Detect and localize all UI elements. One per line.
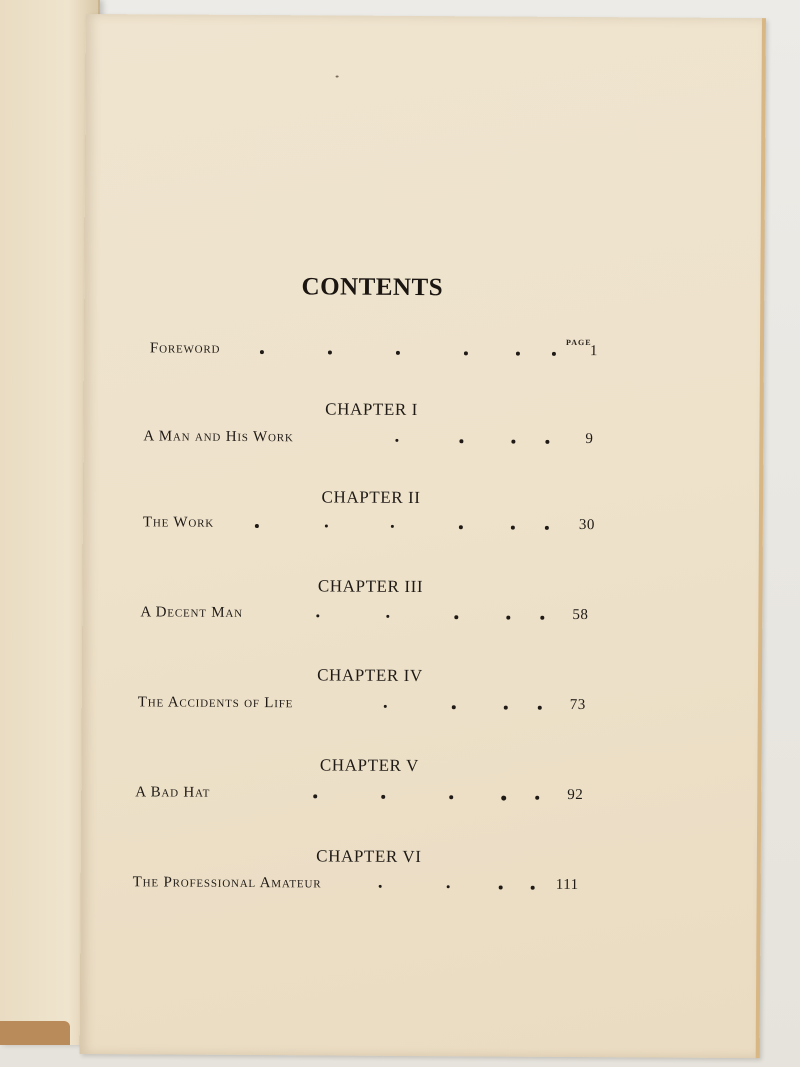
leader-dot [459,439,463,443]
leader-dot [501,796,506,801]
toc-entry-title: The Work [142,514,215,531]
leader-dot [516,352,520,356]
leader-dot [328,350,332,354]
leader-dot [511,526,515,530]
chapter-heading: CHAPTER II [321,487,421,508]
leader-dot [316,614,319,617]
toc-entry-chapter-3 [140,604,588,629]
leader-dot [381,795,385,799]
toc-entry-chapter-2 [143,514,595,539]
page-column-label: PAGE [565,337,592,348]
leader-dot [449,795,453,799]
toc-entry-page: 9 [585,431,594,448]
toc-entry-page: 1 [589,343,598,360]
toc-entry-chapter-6 [133,874,579,899]
leader-dot [511,440,515,444]
leader-dot [447,885,450,888]
chapter-heading: CHAPTER III [317,576,424,597]
leader-dot [506,616,510,620]
leader-dot [499,886,503,890]
leader-dot [396,351,400,355]
leader-dot [379,885,382,888]
leader-dot [540,616,544,620]
toc-entry-page: 92 [567,786,584,804]
leader-dot [504,706,508,710]
toc-entry-chapter-5 [135,784,583,809]
toc-entry-foreword [149,337,598,365]
leader-dot [538,706,542,710]
toc-entry-title: A Man and His Work [143,428,294,446]
leader-dot [531,886,535,890]
contents-page [80,14,766,1058]
leader-dot [545,440,549,444]
chapter-heading: CHAPTER V [319,755,420,776]
leader-dot [386,615,389,618]
leader-dot [395,439,398,442]
leader-dot [452,705,456,709]
leader-dot [454,615,458,619]
leader-dot [255,524,259,528]
toc-entry-page: 111 [555,876,579,894]
leader-dot [313,794,317,798]
toc-entry-chapter-4 [138,694,586,719]
leader-dot [391,525,394,528]
chapter-heading: CHAPTER IV [317,665,423,686]
toc-entry-title: The Accidents of Life [137,694,294,712]
leader-dot [545,526,549,530]
chapter-heading: CHAPTER I [325,399,419,420]
toc-entry-title: A Bad Hat [135,784,211,801]
toc-entry-chapter-1 [143,428,593,453]
toc-entry-title: Foreword [149,340,221,357]
toc-entry-title: A Decent Man [140,604,244,621]
leader-dot [552,352,556,356]
contents-heading: CONTENTS [301,273,444,302]
chapter-heading: CHAPTER VI [316,846,422,867]
leader-dot [459,525,463,529]
toc-entry-page: 58 [572,606,589,624]
leader-dot [325,524,328,527]
leader-dot [260,350,264,354]
toc-entry-title: The Professional Amateur [132,874,322,892]
leader-dot [384,705,387,708]
leader-dot [464,351,468,355]
toc-entry-page: 73 [569,696,586,714]
cover-edge [0,1021,70,1045]
leader-dot [535,796,539,800]
paper-speck [336,76,339,78]
toc-entry-page: 30 [578,517,595,534]
